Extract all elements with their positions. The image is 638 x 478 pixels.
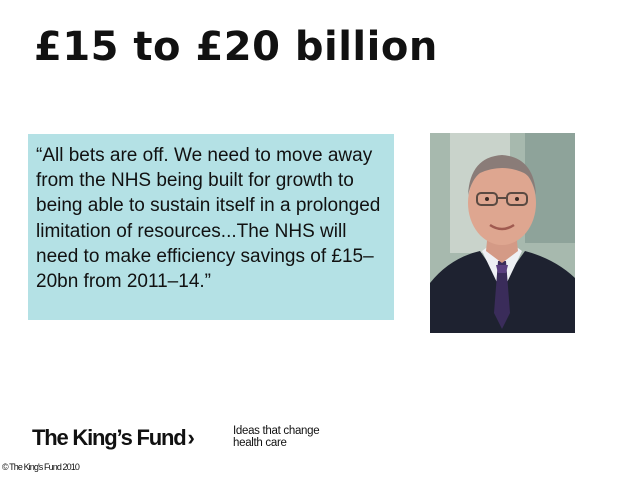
tagline-line-2: health care [233, 437, 287, 449]
copyright-notice: © The King's Fund 2010 [2, 462, 79, 472]
quote-box [28, 134, 394, 320]
slide-title: £15 to £20 billion [34, 24, 438, 70]
logo-text: The King’s Fund [32, 425, 186, 450]
portrait-photo [430, 133, 575, 333]
kings-fund-logo [32, 424, 194, 452]
tagline-line-1: Ideas that change [233, 425, 320, 437]
tagline [233, 425, 319, 449]
logo-arrow-icon: › [187, 425, 194, 450]
quote-text: “All bets are off. We need to move away from the NHS being built for growth to being able to sustain itself in a prolonged limitation of resources...The NHS will need to make efficiency savings of £15–20bn from 2011–14.” [36, 145, 381, 293]
